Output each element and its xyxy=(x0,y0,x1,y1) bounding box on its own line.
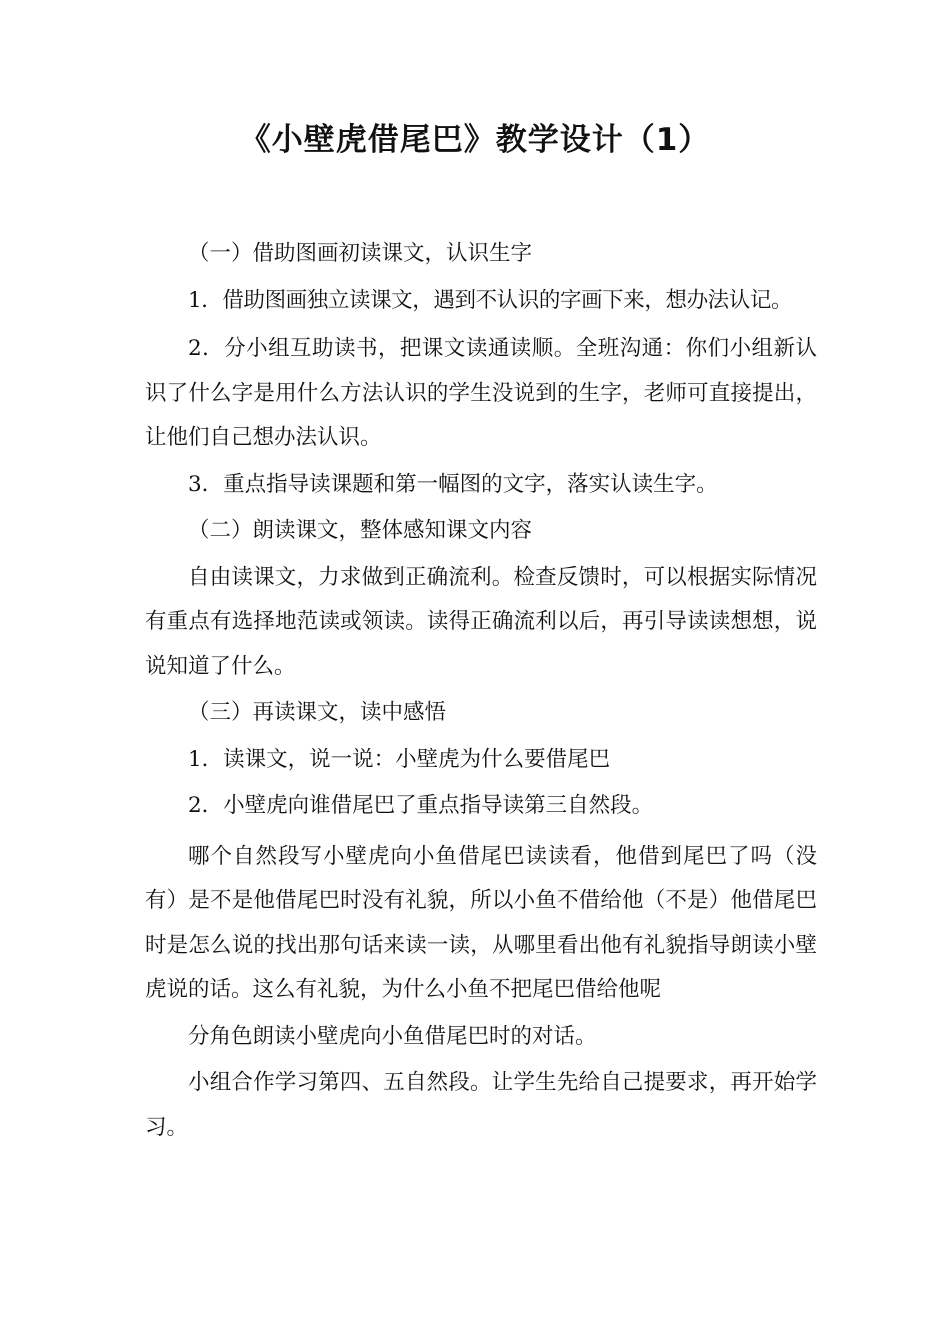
paragraph: 自由读课文，力求做到正确流利。检查反馈时，可以根据实际情况有重点有选择地范读或领读。读得正确流利以后，再引导读读想想，说说知道了什么。 xyxy=(145,564,817,679)
paragraph: 3．重点指导读课题和第一幅图的文字，落实认读生字。 xyxy=(188,471,718,497)
paragraph: 2．分小组互助读书，把课文读通读顺。全班沟通：你们小组新认识了什么字是用什么方法认识的学生没说到的生字，老师可直接提出，让他们自己想办法认识。 xyxy=(145,336,817,450)
paragraph: 哪个自然段写小壁虎向小鱼借尾巴读读看，他借到尾巴了吗（没有）是不是他借尾巴时没有礼貌，所以小鱼不借给他（不是）他借尾巴时是怎么说的找出那句话来读一读，从哪里看出他有礼貌指导朗读小壁虎说的话。这么有礼貌，为什么小鱼不把尾巴借给他呢 xyxy=(145,843,817,1002)
document-body xyxy=(145,232,817,1150)
paragraph: 分角色朗读小壁虎向小鱼借尾巴时的对话。 xyxy=(188,1023,597,1049)
document-title: 《小壁虎借尾巴》教学设计（1） xyxy=(239,122,711,158)
section-heading-1: （一）借助图画初读课文，认识生字 xyxy=(188,241,533,266)
section-heading-3: （三）再读课文，读中感悟 xyxy=(188,700,447,725)
paragraph: 1．借助图画独立读课文，遇到不认识的字画下来，想办法认记。 xyxy=(188,287,793,313)
section-heading-2: （二）朗读课文，整体感知课文内容 xyxy=(188,518,533,543)
paragraph: 小组合作学习第四、五自然段。让学生先给自己提要求，再开始学习。 xyxy=(145,1070,817,1140)
paragraph: 1．读课文，说一说：小壁虎为什么要借尾巴 xyxy=(188,746,611,772)
paragraph: 2．小壁虎向谁借尾巴了重点指导读第三自然段。 xyxy=(188,793,654,818)
